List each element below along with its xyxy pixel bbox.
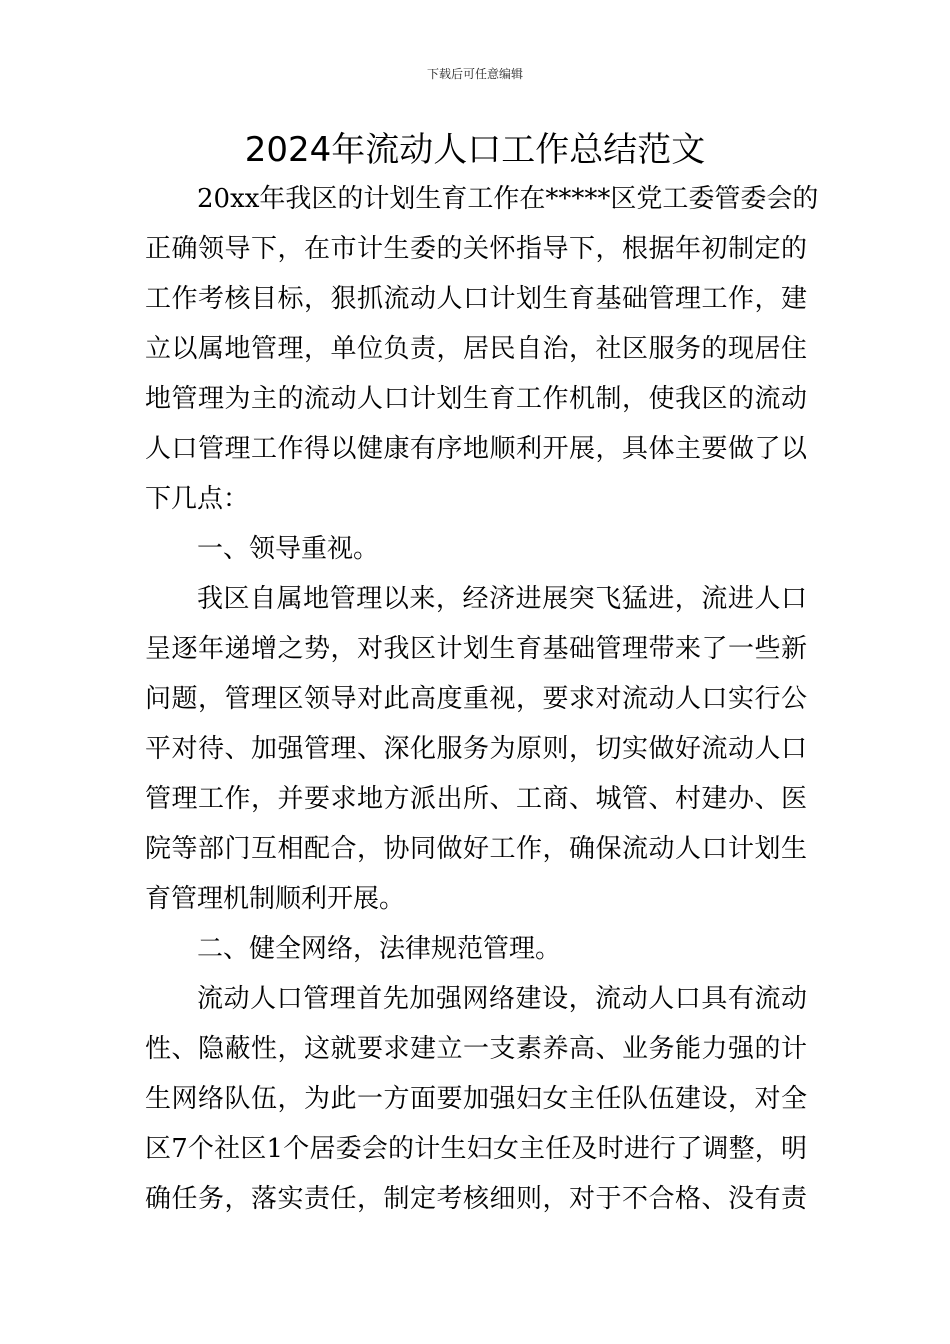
text-line: 人口管理工作得以健康有序地顺利开展，具体主要做了以	[145, 434, 807, 464]
text-line: 一、领导重视。	[197, 534, 380, 564]
text-line: 呈逐年递增之势，对我区计划生育基础管理带来了一些新	[145, 634, 807, 664]
text-line: 立以属地管理，单位负责，居民自治，社区服务的现居住	[145, 334, 807, 364]
text-line: 院等部门互相配合，协同做好工作，确保流动人口计划生	[145, 834, 807, 864]
document-body	[145, 174, 819, 1224]
text-line: 二、健全网络，法律规范管理。	[197, 934, 562, 964]
text-line: 工作考核目标，狠抓流动人口计划生育基础管理工作，建	[145, 284, 807, 314]
text-line: 20xx年我区的计划生育工作在*****区党工委管委会的	[197, 184, 819, 214]
text-line: 正确领导下，在市计生委的关怀指导下，根据年初制定的	[145, 234, 807, 264]
text-line: 管理工作，并要求地方派出所、工商、城管、村建办、医	[145, 784, 807, 814]
text-line: 下几点：	[145, 484, 250, 514]
text-line: 我区自属地管理以来，经济进展突飞猛进，流进人口	[197, 584, 807, 614]
text-line: 流动人口管理首先加强网络建设，流动人口具有流动	[197, 984, 807, 1014]
page-header: 下载后可任意编辑	[426, 67, 523, 81]
text-line: 问题，管理区领导对此高度重视，要求对流动人口实行公	[145, 684, 807, 714]
document-title: 2024年流动人口工作总结范文	[244, 130, 706, 170]
text-line: 平对待、加强管理、深化服务为原则，切实做好流动人口	[145, 734, 807, 764]
text-line: 区7个社区1个居委会的计生妇女主任及时进行了调整，明	[145, 1134, 807, 1164]
text-line: 确任务，落实责任，制定考核细则，对于不合格、没有责	[145, 1184, 807, 1214]
text-line: 生网络队伍，为此一方面要加强妇女主任队伍建设，对全	[145, 1084, 807, 1114]
text-line: 育管理机制顺利开展。	[145, 884, 406, 914]
text-line: 地管理为主的流动人口计划生育工作机制，使我区的流动	[145, 384, 807, 414]
text-line: 性、隐蔽性，这就要求建立一支素养高、业务能力强的计	[145, 1034, 807, 1064]
